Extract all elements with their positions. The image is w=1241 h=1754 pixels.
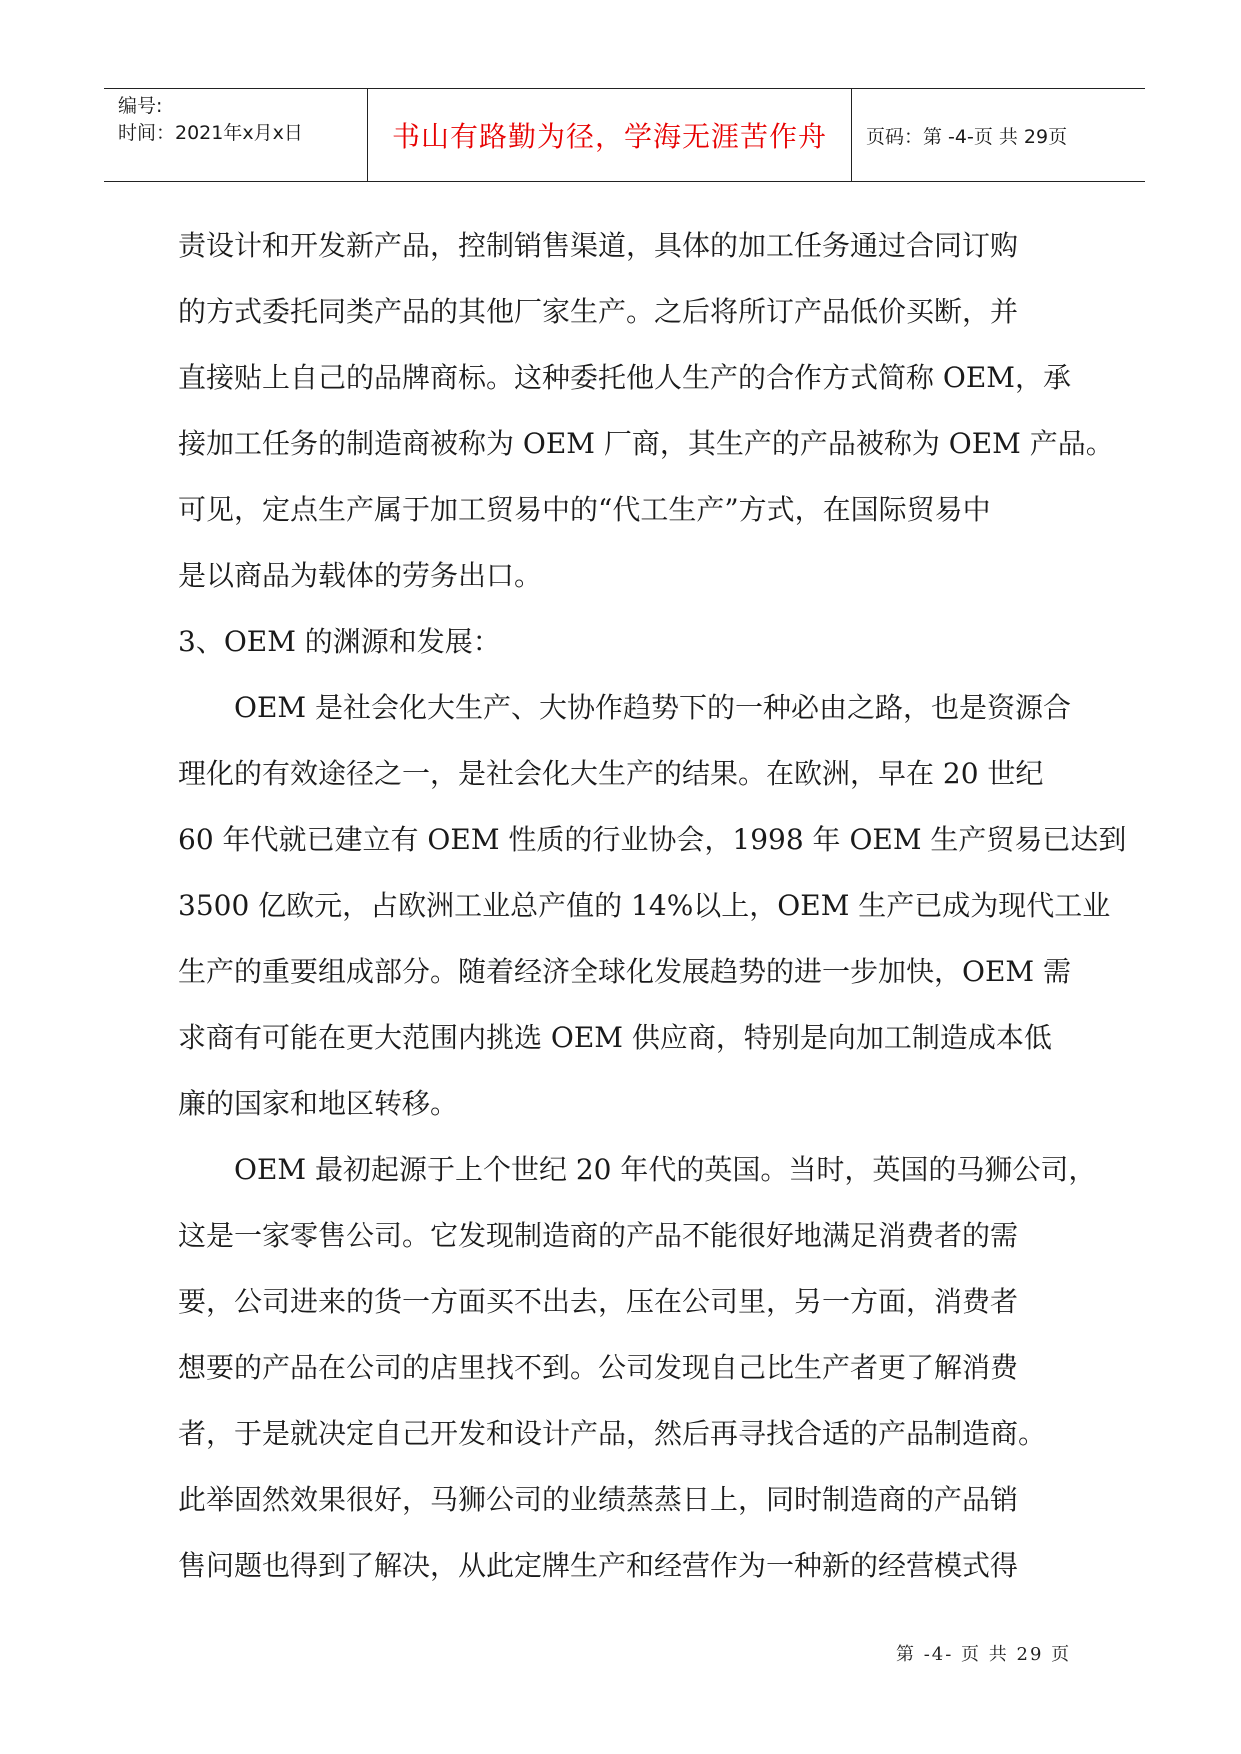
document-body (178, 213, 1127, 1599)
body-line: 这是一家零售公司。它发现制造商的产品不能很好地满足消费者的需 (178, 1219, 1019, 1252)
body-line: 接加工任务的制造商被称为 OEM 厂商，其生产的产品被称为 OEM 产品。 (178, 427, 1114, 460)
footer-page-number: 第 -4- 页 共 29 页 (896, 1644, 1072, 1665)
section-heading: 3、OEM 的渊源和发展： (178, 625, 501, 658)
body-line: 者，于是就决定自己开发和设计产品，然后再寻找合适的产品制造商。 (178, 1417, 1047, 1450)
header-meta (104, 89, 368, 181)
header-page-info (852, 89, 1145, 181)
body-line: 廉的国家和地区转移。 (178, 1087, 459, 1120)
body-line: 想要的产品在公司的店里找不到。公司发现自己比生产者更了解消费 (178, 1351, 1019, 1384)
body-line: 求商有可能在更大范围内挑选 OEM 供应商，特别是向加工制造成本低 (178, 1021, 1052, 1054)
body-line: 此举固然效果很好，马狮公司的业绩蒸蒸日上，同时制造商的产品销 (178, 1483, 1019, 1516)
page-footer (896, 1640, 1071, 1666)
body-line: 60 年代就已建立有 OEM 性质的行业协会，1998 年 OEM 生产贸易已达到 (178, 823, 1127, 856)
body-line: OEM 最初起源于上个世纪 20 年代的英国。当时，英国的马狮公司， (178, 1153, 1097, 1186)
body-line: 生产的重要组成部分。随着经济全球化发展趋势的进一步加快，OEM 需 (178, 955, 1071, 988)
body-line: 要，公司进来的货一方面买不出去，压在公司里，另一方面，消费者 (178, 1285, 1019, 1318)
time-label: 时间：2021年x月x日 (118, 122, 303, 144)
motto-text: 书山有路勤为径，学海无涯苦作舟 (391, 120, 827, 153)
header-motto (368, 89, 852, 181)
serial-number-label: 编号: (118, 95, 163, 117)
body-line: 是以商品为载体的劳务出口。 (178, 559, 543, 592)
page-header (104, 88, 1145, 182)
body-line: 可见，定点生产属于加工贸易中的“代工生产”方式，在国际贸易中 (178, 493, 991, 526)
body-line: 责设计和开发新产品，控制销售渠道，具体的加工任务通过合同订购 (178, 229, 1019, 262)
body-line: 售问题也得到了解决，从此定牌生产和经营作为一种新的经营模式得 (178, 1549, 1019, 1582)
body-line: 3500 亿欧元，占欧洲工业总产值的 14%以上，OEM 生产已成为现代工业 (178, 889, 1111, 922)
body-line: OEM 是社会化大生产、大协作趋势下的一种必由之路，也是资源合 (178, 691, 1071, 724)
body-line: 直接贴上自己的品牌商标。这种委托他人生产的合作方式简称 OEM，承 (178, 361, 1071, 394)
body-line: 的方式委托同类产品的其他厂家生产。之后将所订产品低价买断，并 (178, 295, 1019, 328)
page-info-text: 页码：第 -4-页 共 29页 (866, 125, 1068, 148)
body-line: 理化的有效途径之一，是社会化大生产的结果。在欧洲，早在 20 世纪 (178, 757, 1044, 790)
